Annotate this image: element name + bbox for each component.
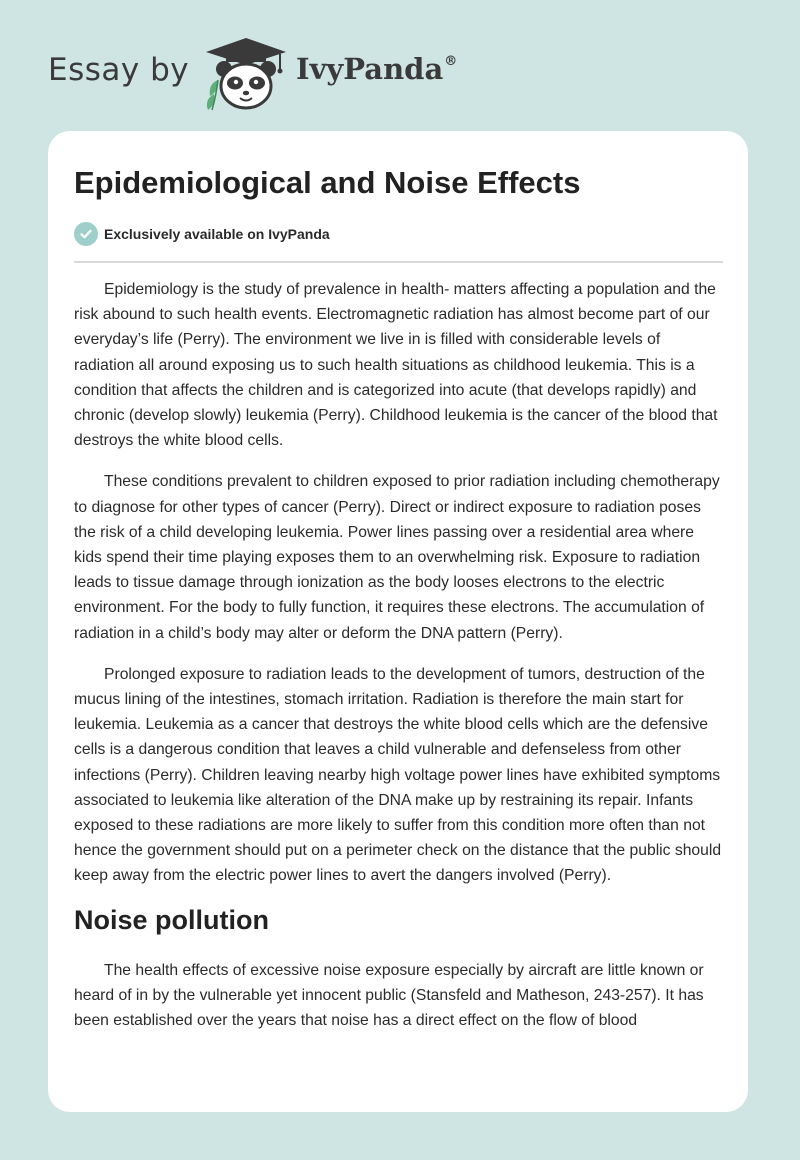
paragraph: The health effects of excessive noise exposure especially by aircraft are little known or heard of in by the vulnerable yet innocent public (Stansfeld and Matheson, 243-257). It has been established over the years that noise has a direct effect on the flow of blood <box>74 961 704 1030</box>
brand-logo-text[interactable]: IvyPanda® <box>296 52 458 86</box>
registered-mark: ® <box>444 54 458 69</box>
check-circle-icon <box>74 222 98 246</box>
essay-body <box>74 277 724 1049</box>
exclusive-badge <box>74 222 330 246</box>
divider <box>74 261 723 263</box>
paragraph: Epidemiology is the study of prevalence in health- matters affecting a population and the risk abound to such health events. Electromagnetic radiation has almost become part of our everyday’s life (Perry). The environment we live in is filled with considerable levels of radiation all around exposing us to such health situations as childhood leukemia. This is a condition that affects the children and is categorized into acute (that develops rapidly) and chronic (develop slowly) leukemia (Perry). Childhood leukemia is the cancer of the blood that destroys the white blood cells. <box>74 281 718 450</box>
site-header <box>0 0 800 120</box>
essay-card <box>48 131 748 1112</box>
exclusive-badge-label: Exclusively available on IvyPanda <box>104 226 330 242</box>
paragraph: These conditions prevalent to children exposed to prior radiation including chemotherapy to diagnose for other types of cancer (Perry). Direct or indirect exposure to radiation poses the risk of a child developing leukemia. Power lines passing over a residential area where kids spend their time playing exposes them to an overwhelming risk. Exposure to radiation leads to tissue damage through ionization as the body looses electrons to the electric environment. For the body to fully function, it requires these electrons. The accumulation of radiation in a child’s body may alter or deform the DNA pattern (Perry). <box>74 473 720 642</box>
section-heading: Noise pollution <box>74 904 269 935</box>
page-title: Epidemiological and Noise Effects <box>74 165 581 200</box>
panda-mascot-icon[interactable] <box>200 36 292 112</box>
essay-by-label: Essay by <box>48 52 190 88</box>
paragraph: Prolonged exposure to radiation leads to the development of tumors, destruction of the mucus lining of the intestines, stomach irritation. Radiation is therefore the main start for leukemia. Leukemia as a cancer that destroys the white blood cells which are the defensive cells is a dangerous condition that leaves a child vulnerable and defenseless from other infections (Perry). Children leaving nearby high voltage power lines have exhibited symptoms associated to leukemia like alteration of the DNA make up by restraining its repair. Infants exposed to these radiations are more likely to suffer from this condition more often than not hence the government should put on a perimeter check on the distance that the public should keep away from the electric power lines to avert the dangers involved (Perry). <box>74 665 722 885</box>
